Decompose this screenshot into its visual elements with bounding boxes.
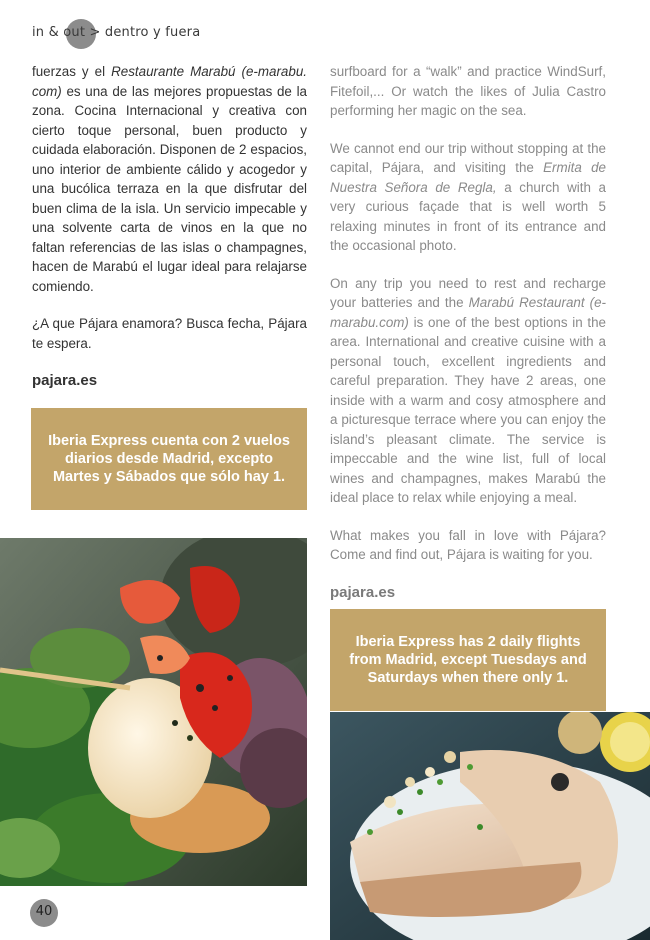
food-photo-vegetables <box>0 538 307 886</box>
restaurant-name-es: Restaurante Marabú (e-marabu. com) <box>32 64 307 99</box>
page-number-badge: 40 <box>30 899 58 927</box>
flight-callout-en: Iberia Express has 2 daily flights from Madrid, except Tuesdays and Saturdays when there only 1. <box>330 609 606 711</box>
left-column-spanish <box>32 62 307 391</box>
right-column-english <box>330 62 606 602</box>
paragraph-ermita-en: We cannot end our trip without stopping at the capital, Pájara, and visiting the Ermita de Nuestra Señora de Regla, a church with a very curious façade that is well worth 5 relaxing minutes in front of its entrance and the occasional photo. <box>330 140 606 253</box>
ermita-name-en: Ermita de Nuestra Señora de Regla, <box>330 160 606 195</box>
food-photo-fish-image <box>330 712 650 940</box>
restaurant-name-en: Marabú Restaurant (e-marabu.com) <box>330 295 606 330</box>
paragraph-restaurant-en: On any trip you need to rest and recharge your batteries and the Marabú Restaurant (e-marabu.com) is one of the best options in the area. International and creative cuisine with a personal touch, excellent ingredients and careful preparation. They have 2 areas, one inside with a warm and cosy atmosphere and a picturesque terrace where you can enjoy the island’s pleasant climate. The service is impeccable and the wine list, full of local wines and champagnes, makes Marabú the ideal place to relax while enjoying a meal. <box>330 275 606 505</box>
paragraph-closing-es: ¿A que Pájara enamora? Busca fecha, Pájara te espera. <box>32 316 307 351</box>
section-title: in & out > dentro y fuera <box>32 25 201 40</box>
paragraph-closing-en: What makes you fall in love with Pájara? Come and find out, Pájara is waiting for you. <box>330 527 606 562</box>
website-link-es[interactable]: pajara.es <box>32 372 98 389</box>
paragraph-restaurant-es: fuerzas y el Restaurante Marabú (e-marabu. com) es una de las mejores propuestas de la zona. Cocina Internacional y creativa con cierto toque personal, buen producto y cuidada elaboración. Disponen de 2 espacios, uno interior de ambiente cálido y acogedor y una bucólica terraza en la que disfrutar del buen clima de la isla. Un servicio impecable y una solvente carta de vinos en la que no faltan referencias de las islas o champagnes, hacen de Marabú el lugar ideal para relajarse comiendo. <box>32 64 307 294</box>
website-link-en[interactable]: pajara.es <box>330 583 396 601</box>
paragraph-windsurf-en: surfboard for a “walk” and practice WindSurf, Fitefoil,... Or watch the likes of Julia Castro performing her magic on the sea. <box>330 64 606 118</box>
food-photo-vegetables-image <box>0 538 307 886</box>
food-photo-fish <box>330 712 650 940</box>
flight-callout-es: Iberia Express cuenta con 2 vuelos diarios desde Madrid, excepto Martes y Sábados que sólo hay 1. <box>31 408 307 510</box>
